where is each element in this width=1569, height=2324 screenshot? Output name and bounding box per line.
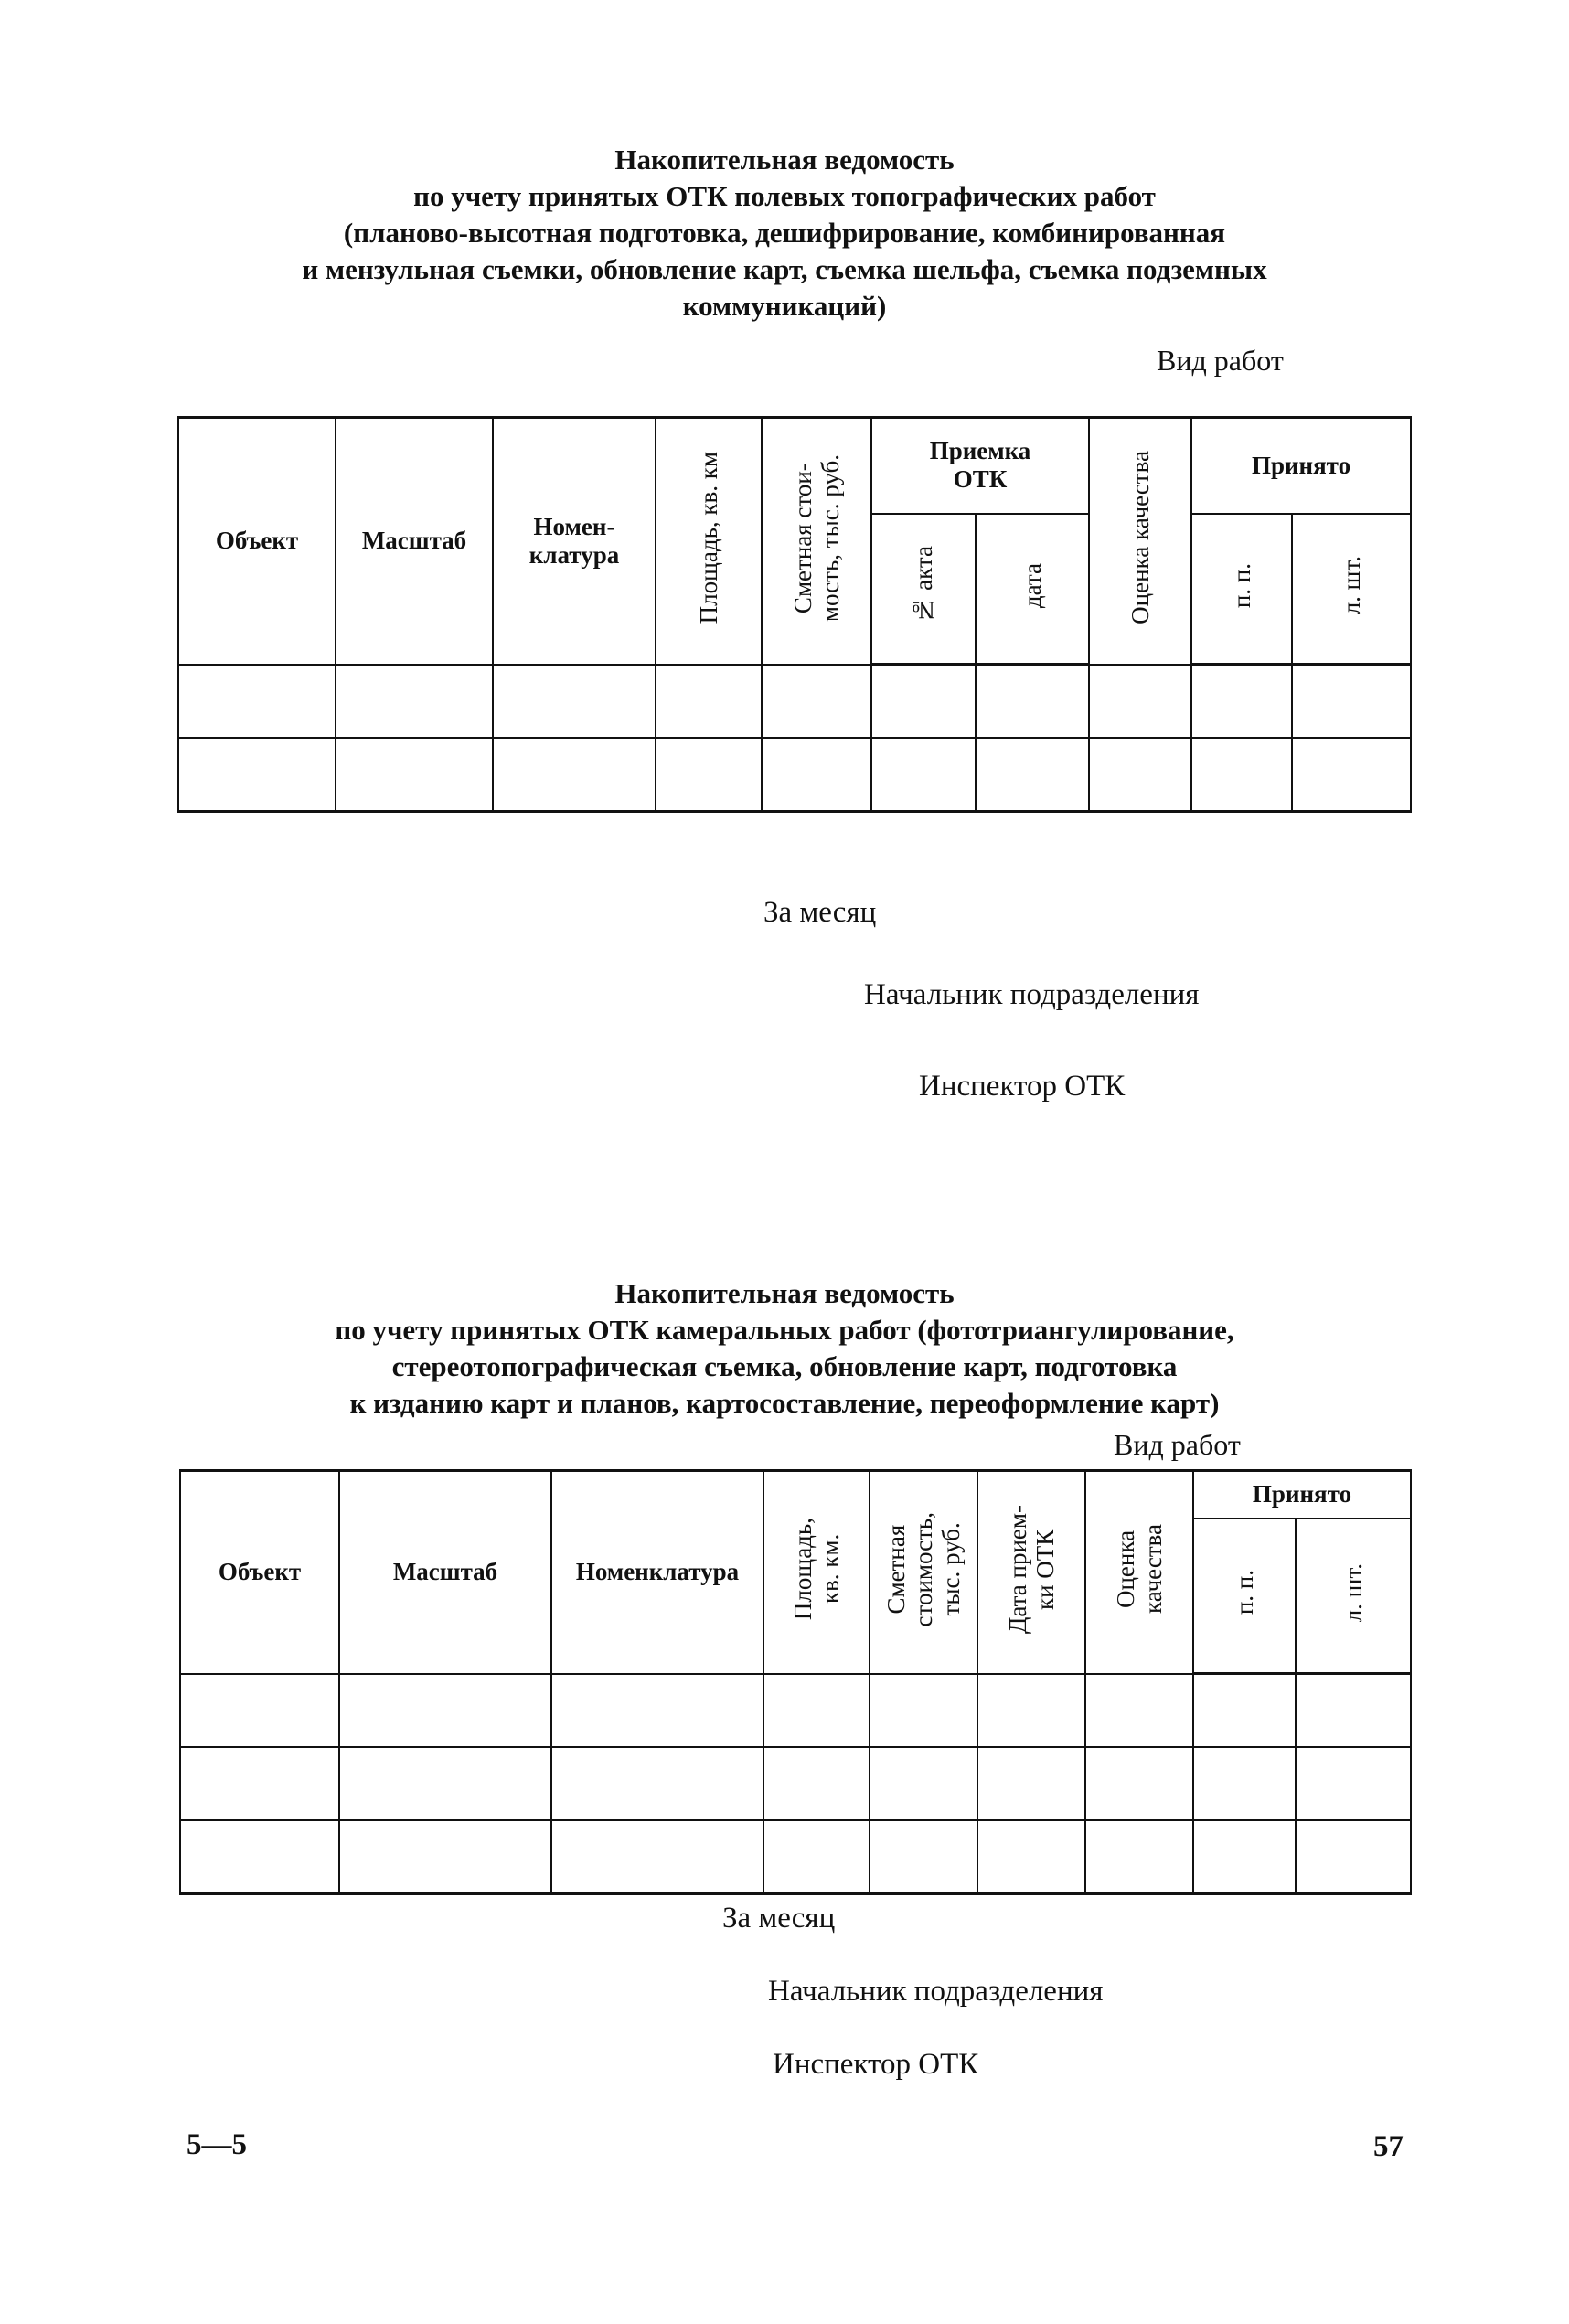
form2-header-quality xyxy=(1085,1471,1193,1674)
form2-header-date-l1: Дата прием- xyxy=(1004,1504,1031,1634)
table-cell[interactable] xyxy=(977,1747,1085,1820)
table-cell[interactable] xyxy=(1089,665,1191,739)
table-cell[interactable] xyxy=(180,1674,339,1748)
form2-title-line: по учету принятых ОТК камеральных работ (фототриангулирование, xyxy=(335,1314,1234,1346)
form2-header-area xyxy=(763,1471,870,1674)
table-cell[interactable] xyxy=(551,1674,763,1748)
table-cell[interactable] xyxy=(763,1674,870,1748)
form2-header-quality-text xyxy=(1112,1524,1167,1614)
form2-header-quality-l2: качества xyxy=(1139,1524,1167,1615)
table-row xyxy=(180,1820,1411,1894)
form1-header-acceptance-l2: ОТК xyxy=(953,465,1008,494)
table-cell[interactable] xyxy=(339,1820,551,1894)
form2-work-type-label: Вид работ xyxy=(1114,1428,1241,1461)
form1-title-line: по учету принятых ОТК полевых топографических работ xyxy=(413,180,1156,212)
table-cell[interactable] xyxy=(180,1747,339,1820)
table-cell[interactable] xyxy=(1191,665,1292,739)
table-row xyxy=(180,1747,1411,1820)
table-cell[interactable] xyxy=(1193,1747,1296,1820)
table-cell[interactable] xyxy=(1292,665,1411,739)
table-cell[interactable] xyxy=(870,1747,977,1820)
form1-header-pp-text: п. п. xyxy=(1228,562,1256,608)
table-cell[interactable] xyxy=(1085,1820,1193,1894)
form1-header-nomenclature-l2: клатура xyxy=(528,540,620,569)
table-cell[interactable] xyxy=(339,1747,551,1820)
form2-title-line: к изданию карт и планов, картосоставление, переоформление карт) xyxy=(349,1387,1220,1419)
table-cell[interactable] xyxy=(763,1747,870,1820)
table-cell[interactable] xyxy=(762,665,871,739)
table-cell[interactable] xyxy=(656,738,762,812)
form2-header-nomenclature: Номенклатура xyxy=(551,1471,763,1674)
table-row xyxy=(178,665,1411,739)
form2-footer-month: За месяц xyxy=(722,1902,836,1935)
form2-header-cost-l3: тыс. руб. xyxy=(937,1522,965,1616)
table-cell[interactable] xyxy=(656,665,762,739)
table-cell[interactable] xyxy=(1193,1674,1296,1748)
form2-footer-inspector: Инспектор ОТК xyxy=(773,2048,979,2081)
table-cell[interactable] xyxy=(977,1820,1085,1894)
form1-header-cost xyxy=(762,418,871,665)
form1-title-line: коммуникаций) xyxy=(682,290,887,322)
form2-header-date-l2: ки ОТК xyxy=(1031,1529,1059,1610)
form1-work-type-label: Вид работ xyxy=(1157,344,1284,377)
form2-header-cost-text xyxy=(882,1512,965,1626)
form1-header-area xyxy=(656,418,762,665)
table-cell[interactable] xyxy=(870,1674,977,1748)
form1-header-date xyxy=(976,514,1089,665)
table-cell[interactable] xyxy=(1193,1820,1296,1894)
form2-header-cost xyxy=(870,1471,977,1674)
table-cell[interactable] xyxy=(1296,1674,1411,1748)
table-row xyxy=(178,738,1411,812)
page-code: 5—5 xyxy=(187,2128,247,2161)
form1-title-line: (планово-высотная подготовка, дешифрирование, комбинированная xyxy=(343,217,1226,249)
table-cell[interactable] xyxy=(493,665,656,739)
form2-header-pp xyxy=(1193,1519,1296,1674)
table-cell[interactable] xyxy=(1089,738,1191,812)
table-cell[interactable] xyxy=(339,1674,551,1748)
form2-title-line: стереотопографическая съемка, обновление карт, подготовка xyxy=(391,1350,1178,1382)
form1-header-pp xyxy=(1191,514,1292,665)
form1-header-accepted: Принято xyxy=(1191,418,1411,514)
form2-header-pp-text: п. п. xyxy=(1231,1570,1258,1615)
form1-header-nomenclature-l1: Номен- xyxy=(533,512,615,540)
form2-header-date-text xyxy=(1004,1505,1059,1634)
form2-title-line: Накопительная ведомость xyxy=(614,1277,955,1309)
form1-header-scale: Масштаб xyxy=(336,418,493,665)
form1-table xyxy=(177,416,1412,813)
form2-header-area-text xyxy=(789,1518,844,1620)
table-cell[interactable] xyxy=(977,1674,1085,1748)
form1-header-nomenclature xyxy=(493,418,656,665)
form2-header-accepted: Принято xyxy=(1193,1471,1411,1519)
table-cell[interactable] xyxy=(762,738,871,812)
form2-header-sheets xyxy=(1296,1519,1411,1674)
table-cell[interactable] xyxy=(763,1820,870,1894)
form1-title-line: и мензульная съемки, обновление карт, съемка шельфа, съемка подземных xyxy=(302,253,1267,285)
table-cell[interactable] xyxy=(870,1820,977,1894)
form2-header-object: Объект xyxy=(180,1471,339,1674)
form1-header-act-no xyxy=(871,514,976,665)
form1-title-line: Накопительная ведомость xyxy=(614,144,955,176)
table-cell[interactable] xyxy=(493,738,656,812)
table-cell[interactable] xyxy=(976,665,1089,739)
form1-footer-chief: Начальник подразделения xyxy=(864,978,1200,1011)
table-cell[interactable] xyxy=(551,1747,763,1820)
table-cell[interactable] xyxy=(1292,738,1411,812)
form2-title xyxy=(0,1275,1569,1422)
form1-header-quality-text: Оценка качества xyxy=(1126,451,1155,625)
page-number: 57 xyxy=(1373,2130,1404,2163)
form1-header-cost-text xyxy=(789,454,844,622)
form1-footer-month: За месяц xyxy=(763,896,877,929)
form1-header-acceptance xyxy=(871,418,1089,514)
form1-header-quality xyxy=(1089,418,1191,665)
table-cell[interactable] xyxy=(551,1820,763,1894)
table-cell[interactable] xyxy=(871,738,976,812)
form2-header-sheets-text: л. шт. xyxy=(1340,1562,1367,1622)
form1-header-object: Объект xyxy=(178,418,336,665)
table-cell[interactable] xyxy=(976,738,1089,812)
form1-title xyxy=(0,142,1569,325)
table-cell[interactable] xyxy=(1296,1820,1411,1894)
form2-header-quality-l1: Оценка xyxy=(1112,1530,1139,1608)
form1-header-acceptance-l1: Приемка xyxy=(929,437,1031,465)
form2-header-area-l1: Площадь, xyxy=(789,1518,817,1621)
form1-header-sheets xyxy=(1292,514,1411,665)
form2-header-area-l2: кв. км. xyxy=(817,1534,844,1604)
form2-header-cost-l1: Сметная xyxy=(882,1524,910,1615)
table-cell[interactable] xyxy=(336,665,493,739)
form2-table xyxy=(179,1469,1412,1895)
table-cell[interactable] xyxy=(1191,738,1292,812)
table-cell[interactable] xyxy=(1085,1674,1193,1748)
table-cell[interactable] xyxy=(1085,1747,1193,1820)
table-cell[interactable] xyxy=(1296,1747,1411,1820)
form1-header-cost-l2: мость, тыс. руб. xyxy=(817,453,844,622)
form2-footer-chief: Начальник подразделения xyxy=(768,1975,1104,2008)
form2-header-date xyxy=(977,1471,1085,1674)
table-cell[interactable] xyxy=(180,1820,339,1894)
form1-footer-inspector: Инспектор ОТК xyxy=(919,1070,1126,1103)
table-cell[interactable] xyxy=(178,665,336,739)
table-cell[interactable] xyxy=(871,665,976,739)
form1-header-cost-l1: Сметная стои- xyxy=(789,462,817,613)
form1-header-act-no-text: № акта xyxy=(910,546,937,625)
table-row xyxy=(180,1674,1411,1748)
form1-header-date-text: дата xyxy=(1019,562,1046,608)
form1-header-area-text: Площадь, кв. км xyxy=(695,452,722,624)
form1-header-sheets-text: л. шт. xyxy=(1338,556,1366,615)
form2-header-scale: Масштаб xyxy=(339,1471,551,1674)
table-cell[interactable] xyxy=(336,738,493,812)
table-cell[interactable] xyxy=(178,738,336,812)
form2-header-cost-l2: стоимость, xyxy=(910,1511,937,1626)
